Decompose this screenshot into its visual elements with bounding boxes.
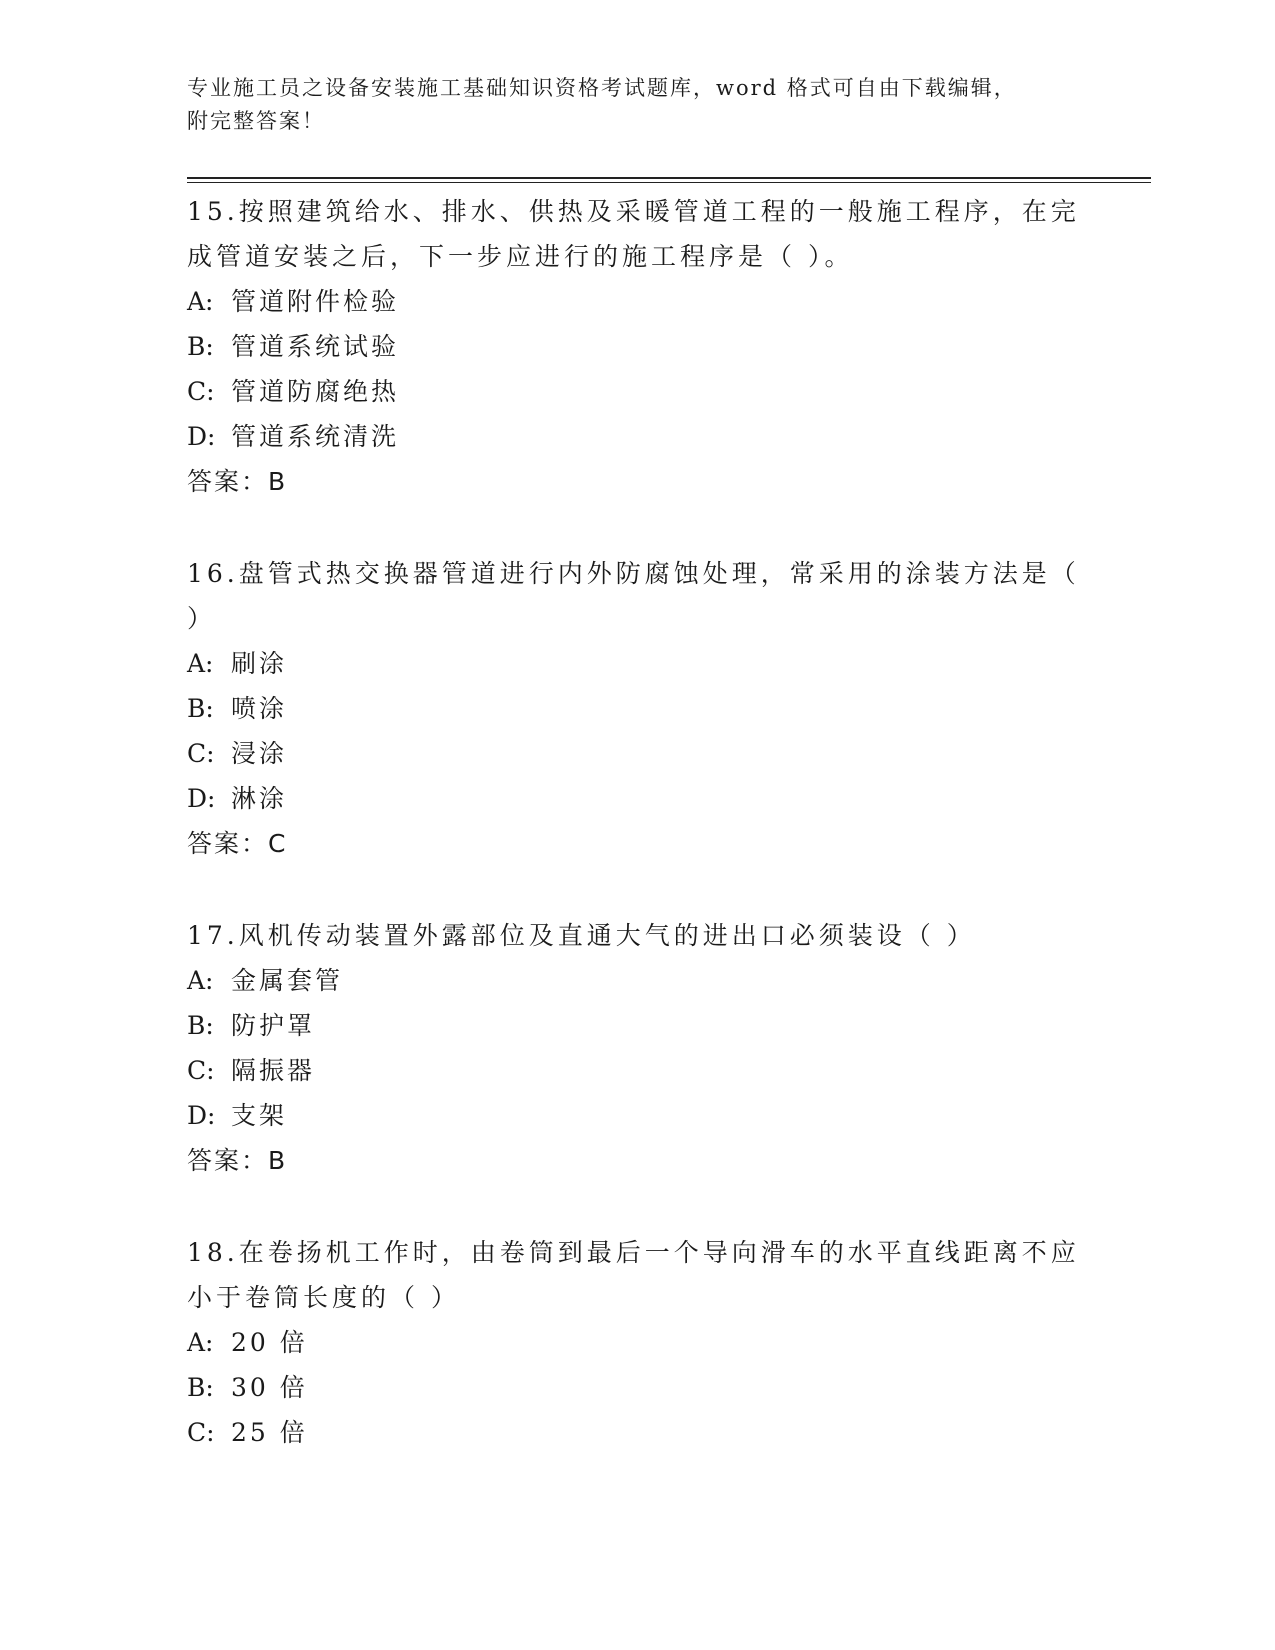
option-text: 防护罩 [231, 1011, 316, 1040]
question-list [187, 189, 1087, 1502]
question-item [187, 913, 1087, 1183]
option-text: 浸涂 [231, 739, 288, 768]
option-text: 支架 [231, 1101, 288, 1130]
option-key: A: [187, 966, 214, 995]
option-key: C: [187, 377, 215, 406]
question-option [187, 1320, 1087, 1365]
option-text: 20 倍 [231, 1328, 308, 1357]
header-line-2: 附完整答案！ [187, 109, 325, 133]
question-option [187, 369, 1087, 414]
question-text-line: ） [187, 604, 217, 633]
option-text: 25 倍 [231, 1418, 308, 1447]
question-item [187, 189, 1087, 504]
question-answer: 答案：B [187, 1146, 288, 1175]
option-key: B: [187, 332, 214, 361]
option-text: 隔振器 [231, 1056, 316, 1085]
option-key: D: [187, 422, 216, 451]
option-text: 喷涂 [231, 694, 288, 723]
option-key: A: [187, 649, 214, 678]
option-text: 管道附件检验 [231, 287, 400, 316]
question-text-line: 17.风机传动装置外露部位及直通大气的进出口必须装设（ ） [187, 921, 976, 950]
question-answer: 答案：B [187, 467, 288, 496]
question-option [187, 1365, 1087, 1410]
option-key: B: [187, 1373, 214, 1402]
option-text: 管道系统试验 [231, 332, 400, 361]
document-header [187, 72, 1087, 138]
option-text: 淋涂 [231, 784, 288, 813]
question-item [187, 1230, 1087, 1455]
question-option [187, 1410, 1087, 1455]
option-key: C: [187, 1418, 215, 1447]
question-option [187, 279, 1087, 324]
header-line-1: 专业施工员之设备安装施工基础知识资格考试题库，word 格式可自由下载编辑， [187, 76, 1017, 100]
option-key: C: [187, 1056, 215, 1085]
question-option [187, 1003, 1087, 1048]
question-option [187, 776, 1087, 821]
question-text-line: 16.盘管式热交换器管道进行内外防腐蚀处理，常采用的涂装方法是（ [187, 559, 1080, 588]
option-text: 管道系统清洗 [231, 422, 400, 451]
option-key: B: [187, 694, 214, 723]
question-text-line: 成管道安装之后，下一步应进行的施工程序是（ ）。 [187, 242, 854, 271]
question-option [187, 414, 1087, 459]
question-option [187, 731, 1087, 776]
option-text: 刷涂 [231, 649, 288, 678]
question-answer: 答案：C [187, 829, 288, 858]
option-key: A: [187, 1328, 214, 1357]
question-option [187, 1048, 1087, 1093]
option-key: B: [187, 1011, 214, 1040]
option-text: 金属套管 [231, 966, 344, 995]
question-option [187, 958, 1087, 1003]
question-item [187, 551, 1087, 866]
question-option [187, 324, 1087, 369]
header-divider-thick [187, 177, 1151, 179]
option-key: D: [187, 1101, 216, 1130]
question-option [187, 1093, 1087, 1138]
option-text: 管道防腐绝热 [231, 377, 400, 406]
option-key: C: [187, 739, 215, 768]
question-text-line: 小于卷筒长度的（ ） [187, 1283, 460, 1312]
question-text-line: 15.按照建筑给水、排水、供热及采暖管道工程的一般施工程序，在完 [187, 197, 1080, 226]
question-option [187, 686, 1087, 731]
question-text-line: 18.在卷扬机工作时，由卷筒到最后一个导向滑车的水平直线距离不应 [187, 1238, 1080, 1267]
option-text: 30 倍 [231, 1373, 308, 1402]
header-divider-thin [187, 182, 1151, 183]
option-key: D: [187, 784, 216, 813]
option-key: A: [187, 287, 214, 316]
question-option [187, 641, 1087, 686]
